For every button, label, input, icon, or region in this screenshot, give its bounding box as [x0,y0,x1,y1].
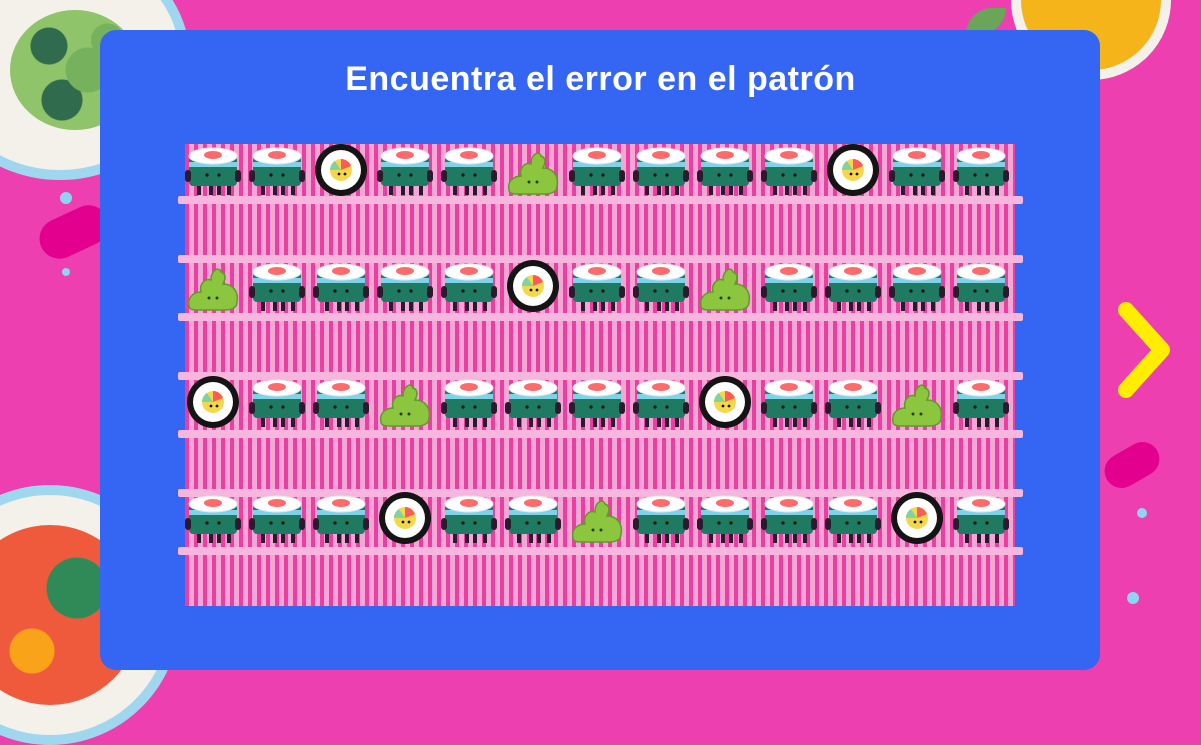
maki-roll-character-icon [953,490,1009,546]
sushi-slice-top-view-icon [313,142,369,198]
maki-roll-character-icon [377,258,433,314]
pink-blob-decoration [1098,436,1165,494]
wasabi-blob-icon [505,142,561,198]
pattern-item-maki-roll-character[interactable] [249,142,305,198]
pattern-item-sushi-slice-top-view[interactable] [697,374,753,430]
maki-roll-character-icon [569,142,625,198]
pattern-item-sushi-slice-top-view[interactable] [377,490,433,546]
maki-roll-character-icon [505,490,561,546]
pattern-item-maki-roll-character[interactable] [377,258,433,314]
wasabi-blob-icon [185,258,241,314]
maki-roll-character-icon [953,258,1009,314]
pattern-item-maki-roll-character[interactable] [825,258,881,314]
sushi-slice-top-view-icon [377,490,433,546]
pattern-item-maki-roll-character[interactable] [825,374,881,430]
pattern-item-maki-roll-character[interactable] [633,490,689,546]
wasabi-blob-icon [889,374,945,430]
dot-decoration [1127,592,1139,604]
pattern-item-maki-roll-character[interactable] [505,490,561,546]
pattern-item-maki-roll-character[interactable] [697,490,753,546]
maki-roll-character-icon [953,142,1009,198]
pattern-item-maki-roll-character[interactable] [441,374,497,430]
maki-roll-character-icon [889,258,945,314]
pattern-item-sushi-slice-top-view[interactable] [825,142,881,198]
pattern-item-wasabi-blob[interactable] [697,258,753,314]
maki-roll-character-icon [249,142,305,198]
pattern-item-maki-roll-character[interactable] [761,258,817,314]
maki-roll-character-icon [313,490,369,546]
maki-roll-character-icon [889,142,945,198]
dot-decoration [60,192,72,204]
pattern-item-maki-roll-character[interactable] [185,490,241,546]
pattern-item-maki-roll-character[interactable] [633,258,689,314]
maki-roll-character-icon [633,374,689,430]
maki-roll-character-icon [249,258,305,314]
pattern-item-maki-roll-character[interactable] [761,490,817,546]
pattern-item-maki-roll-character[interactable] [569,258,625,314]
maki-roll-character-icon [249,490,305,546]
pattern-item-maki-roll-character[interactable] [249,374,305,430]
pattern-item-maki-roll-character[interactable] [953,374,1009,430]
pattern-item-maki-roll-character[interactable] [185,142,241,198]
sushi-slice-top-view-icon [185,374,241,430]
maki-roll-character-icon [697,142,753,198]
maki-roll-character-icon [633,142,689,198]
sushi-slice-top-view-icon [505,258,561,314]
maki-roll-character-icon [249,374,305,430]
maki-roll-character-icon [761,142,817,198]
pattern-row-4 [185,490,1015,550]
dot-decoration [62,268,70,276]
maki-roll-character-icon [825,490,881,546]
pattern-item-maki-roll-character[interactable] [889,258,945,314]
pattern-item-sushi-slice-top-view[interactable] [185,374,241,430]
sushi-slice-top-view-icon [825,142,881,198]
wasabi-blob-icon [697,258,753,314]
pattern-item-sushi-slice-top-view[interactable] [505,258,561,314]
maki-roll-character-icon [761,374,817,430]
maki-roll-character-icon [441,374,497,430]
pattern-item-wasabi-blob[interactable] [505,142,561,198]
maki-roll-character-icon [441,490,497,546]
maki-roll-character-icon [633,490,689,546]
pattern-item-sushi-slice-top-view[interactable] [889,490,945,546]
maki-roll-character-icon [313,374,369,430]
pattern-item-maki-roll-character[interactable] [441,490,497,546]
pattern-row-2 [185,258,1015,318]
wasabi-blob-icon [569,490,625,546]
pattern-item-maki-roll-character[interactable] [633,374,689,430]
pattern-item-maki-roll-character[interactable] [569,374,625,430]
maki-roll-character-icon [569,374,625,430]
next-button[interactable] [1112,300,1176,400]
sushi-slice-top-view-icon [889,490,945,546]
maki-roll-character-icon [377,142,433,198]
pattern-item-wasabi-blob[interactable] [889,374,945,430]
pattern-item-maki-roll-character[interactable] [697,142,753,198]
maki-roll-character-icon [441,258,497,314]
sushi-slice-top-view-icon [697,374,753,430]
pattern-item-maki-roll-character[interactable] [953,258,1009,314]
pattern-item-maki-roll-character[interactable] [761,142,817,198]
pattern-item-maki-roll-character[interactable] [441,142,497,198]
pattern-item-wasabi-blob[interactable] [185,258,241,314]
maki-roll-character-icon [185,142,241,198]
pattern-item-maki-roll-character[interactable] [313,374,369,430]
pattern-item-maki-roll-character[interactable] [953,142,1009,198]
pattern-item-maki-roll-character[interactable] [441,258,497,314]
pattern-item-maki-roll-character[interactable] [249,490,305,546]
maki-roll-character-icon [185,490,241,546]
pattern-row-1 [185,142,1015,202]
maki-roll-character-icon [825,374,881,430]
pattern-item-maki-roll-character[interactable] [633,142,689,198]
dot-decoration [1137,508,1147,518]
pattern-item-maki-roll-character[interactable] [569,142,625,198]
pattern-row-3 [185,374,1015,434]
maki-roll-character-icon [825,258,881,314]
pattern-item-maki-roll-character[interactable] [953,490,1009,546]
maki-roll-character-icon [953,374,1009,430]
maki-roll-character-icon [313,258,369,314]
pattern-item-maki-roll-character[interactable] [825,490,881,546]
pattern-item-maki-roll-character[interactable] [505,374,561,430]
maki-roll-character-icon [505,374,561,430]
wasabi-blob-icon [377,374,433,430]
pattern-item-maki-roll-character[interactable] [313,258,369,314]
maki-roll-character-icon [697,490,753,546]
maki-roll-character-icon [441,142,497,198]
maki-roll-character-icon [761,258,817,314]
pattern-item-maki-roll-character[interactable] [313,490,369,546]
pattern-item-maki-roll-character[interactable] [761,374,817,430]
maki-roll-character-icon [569,258,625,314]
pattern-item-maki-roll-character[interactable] [889,142,945,198]
pattern-item-sushi-slice-top-view[interactable] [313,142,369,198]
maki-roll-character-icon [633,258,689,314]
pattern-item-maki-roll-character[interactable] [377,142,433,198]
maki-roll-character-icon [761,490,817,546]
chevron-right-icon [1112,300,1176,400]
pattern-item-wasabi-blob[interactable] [377,374,433,430]
pattern-item-maki-roll-character[interactable] [249,258,305,314]
pattern-item-wasabi-blob[interactable] [569,490,625,546]
page-title: Encuentra el error en el patrón [345,60,856,98]
